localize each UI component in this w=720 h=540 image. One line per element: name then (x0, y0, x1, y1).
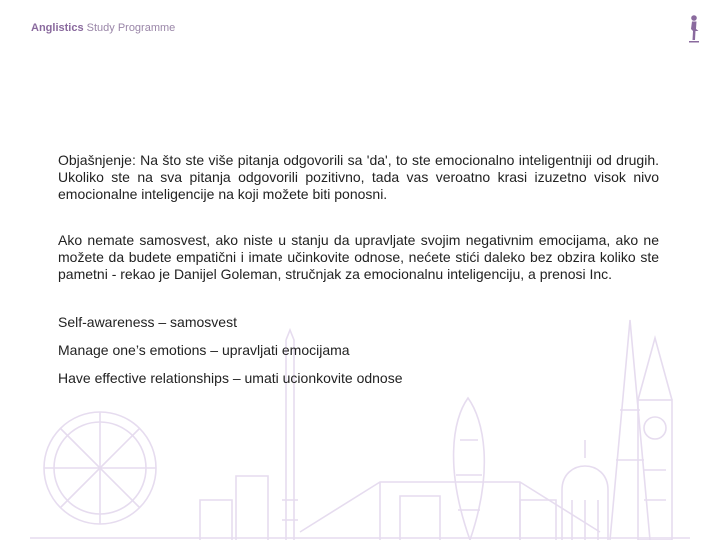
brand-header (31, 22, 175, 34)
list-item: Have effective relationships – umati ucionkovite odnose (58, 370, 403, 386)
cathedral-dome (562, 440, 608, 540)
low-buildings (200, 476, 556, 540)
figure-logo-icon (686, 14, 702, 44)
bridge (300, 482, 600, 540)
slide-content (58, 152, 659, 398)
brand-subtitle: Study Programme (83, 22, 176, 34)
skills-list (58, 314, 659, 387)
list-item: Self-awareness – samosvest (58, 314, 237, 330)
ferris-wheel-spokes (44, 412, 156, 524)
list-item: Manage one’s emotions – upravljati emocijama (58, 342, 350, 358)
brand-name: Anglistics (31, 22, 84, 34)
quote-paragraph: Ako nemate samosvest, ako niste u stanju da upravljate svojim negativnim emocijama, ako ne možete da budete empatični i imate učinkovite odnose, nećete stići daleko bez obzira koliko ste pametni - rekao je Danijel Goleman, stručnjak za emocionalnu inteligenciju, a prenosi Inc. (58, 232, 659, 282)
explanation-paragraph: Objašnjenje: Na što ste više pitanja odgovorili sa 'da', to ste emocionalno inteligentniji od drugih. Ukoliko ste na sva pitanja odgovorili pozitivno, tada vas veroatno krasi izuzetno visok nivo emocionalne inteligencije na koji možete biti ponosni. (58, 152, 659, 202)
gherkin-building (454, 398, 485, 540)
